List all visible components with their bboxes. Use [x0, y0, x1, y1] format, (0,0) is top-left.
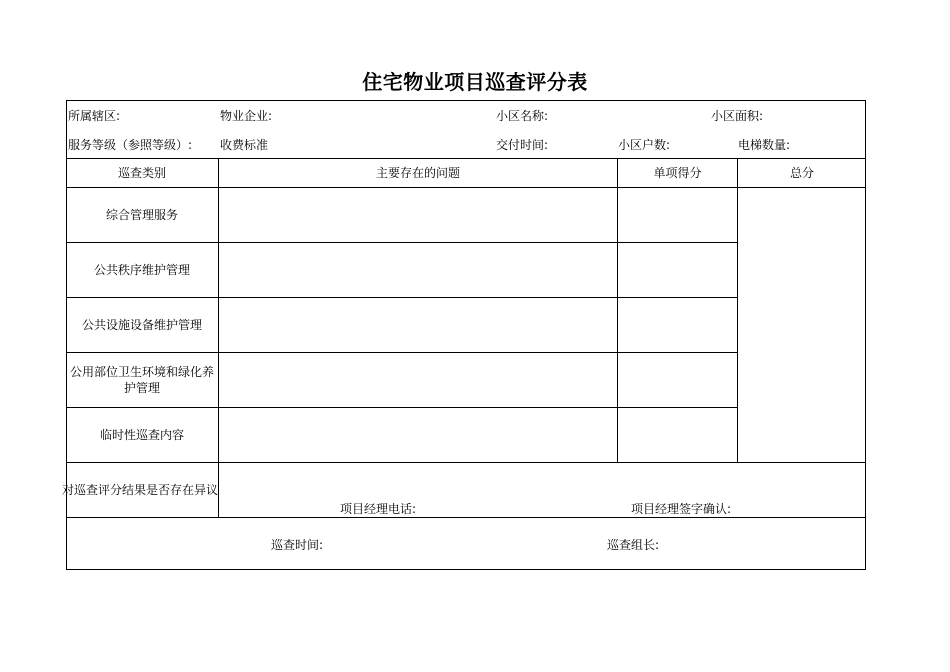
category-public-order: 公共秩序维护管理: [93, 263, 190, 277]
divider: [737, 158, 738, 463]
divider: [66, 462, 866, 463]
category-public-facilities: 公共设施设备维护管理: [81, 318, 202, 332]
team-leader-label: 巡查组长:: [607, 538, 660, 552]
header-total: 总分: [789, 166, 814, 180]
header-issues: 主要存在的问题: [375, 166, 460, 180]
divider: [617, 158, 618, 463]
divider: [66, 517, 866, 518]
inspection-time-label: 巡查时间:: [271, 538, 324, 552]
divider: [218, 158, 219, 518]
manager-phone-label: 项目经理电话:: [340, 502, 417, 516]
households-label: 小区户数:: [618, 138, 671, 152]
community-name-label: 小区名称:: [496, 109, 549, 123]
delivery-time-label: 交付时间:: [496, 138, 549, 152]
form-title: 住宅物业项目巡查评分表: [362, 70, 588, 94]
header-item-score: 单项得分: [653, 166, 702, 180]
category-temporary-inspection: 临时性巡查内容: [99, 428, 184, 442]
service-level-label: 服务等级（参照等级）:: [68, 138, 193, 152]
fee-standard-label: 收费标准: [220, 138, 269, 152]
header-category: 巡查类别: [117, 166, 166, 180]
category-sanitation-greening: 公用部位卫生环境和绿化养护管理: [69, 365, 214, 395]
manager-sign-label: 项目经理签字确认:: [631, 502, 732, 516]
company-label: 物业企业:: [220, 109, 273, 123]
district-label: 所属辖区:: [68, 109, 121, 123]
elevators-label: 电梯数量:: [738, 138, 791, 152]
objection-question: 对巡查评分结果是否存在异议: [62, 483, 219, 497]
community-area-label: 小区面积:: [711, 109, 764, 123]
category-general-management: 综合管理服务: [105, 208, 178, 222]
